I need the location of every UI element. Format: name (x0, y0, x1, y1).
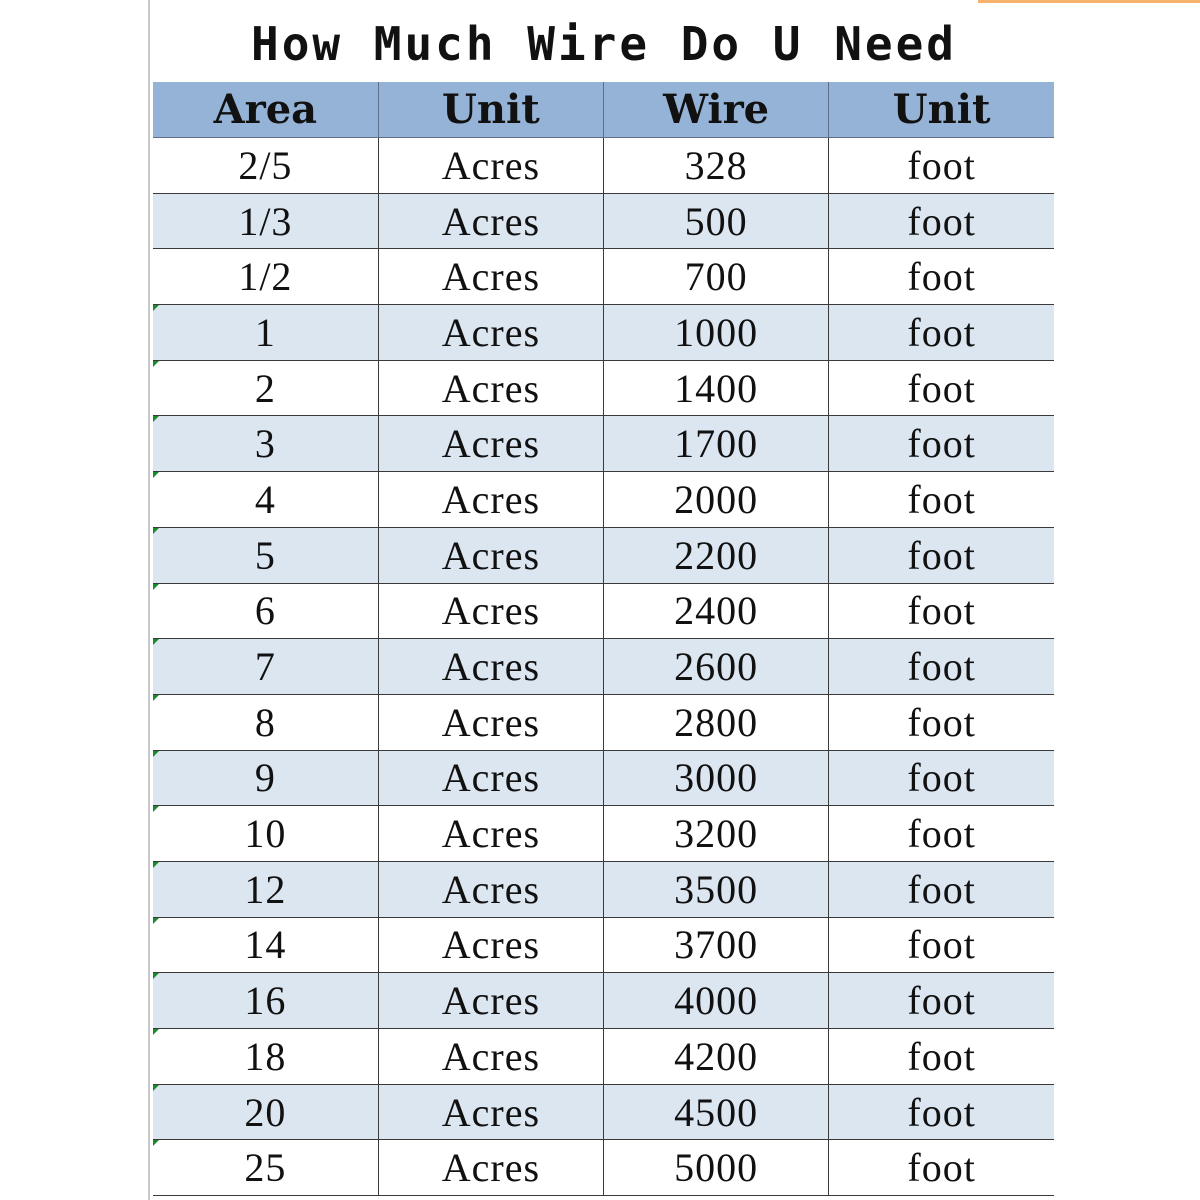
error-indicator-icon (153, 584, 159, 590)
error-indicator-icon (153, 1029, 159, 1035)
cell-wire-value: 5000 (674, 1145, 759, 1191)
cell-wire-value: 2200 (674, 532, 759, 578)
cell-area-unit[interactable] (378, 249, 603, 305)
table-row (153, 472, 1054, 528)
table-row (153, 806, 1054, 862)
cell-area[interactable] (153, 973, 378, 1029)
cell-wire-value: 2000 (674, 476, 759, 522)
cell-wire[interactable] (604, 861, 829, 917)
cell-wire[interactable] (604, 750, 829, 806)
cell-area-unit-value: Acres (441, 1033, 541, 1079)
cell-area-unit[interactable] (378, 861, 603, 917)
table-row (153, 305, 1054, 361)
cell-area[interactable] (153, 1084, 378, 1140)
cell-wire-value: 4500 (674, 1089, 759, 1135)
table-row (153, 193, 1054, 249)
error-indicator-icon (153, 695, 159, 701)
cell-wire-unit-value: foot (907, 588, 976, 634)
cell-area-value: 5 (254, 532, 276, 578)
cell-area-value: 3 (254, 421, 276, 467)
cell-wire-unit[interactable] (829, 694, 1054, 750)
cell-wire[interactable] (604, 249, 829, 305)
error-indicator-icon (153, 751, 159, 757)
cell-wire[interactable] (604, 917, 829, 973)
table-row (153, 527, 1054, 583)
cell-area[interactable] (153, 249, 378, 305)
table-row (153, 750, 1054, 806)
error-indicator-icon (153, 528, 159, 534)
cell-area-value: 1/3 (238, 198, 293, 244)
cell-wire-value: 2800 (674, 699, 759, 745)
cell-area[interactable] (153, 193, 378, 249)
table-row (153, 138, 1054, 194)
cell-wire-unit-value: foot (907, 978, 976, 1024)
cell-area-unit-value: Acres (441, 922, 541, 968)
cell-area-unit-value: Acres (441, 866, 541, 912)
cell-wire-unit[interactable] (829, 806, 1054, 862)
table-row (153, 1084, 1054, 1140)
cell-area-unit-value: Acres (441, 254, 541, 300)
cell-area-unit[interactable] (378, 639, 603, 695)
cell-wire-value: 4000 (674, 978, 759, 1024)
cell-area-value: 25 (244, 1145, 287, 1191)
cell-area-value: 4 (254, 476, 276, 522)
cell-area-unit-value: Acres (441, 421, 541, 467)
cell-area-unit-value: Acres (441, 811, 541, 857)
header-area-unit[interactable]: Unit (378, 82, 603, 138)
cell-area-unit[interactable] (378, 806, 603, 862)
cell-area-value: 7 (254, 644, 276, 690)
cell-wire-unit-value: foot (907, 365, 976, 411)
cell-wire-unit-value: foot (907, 811, 976, 857)
error-indicator-icon (153, 1085, 159, 1091)
cell-area-value: 20 (244, 1089, 287, 1135)
cell-wire-unit[interactable] (829, 1029, 1054, 1085)
table-row (153, 1029, 1054, 1085)
cell-wire-unit-value: foot (907, 1145, 976, 1191)
cell-area[interactable] (153, 1140, 378, 1196)
cell-wire-value: 700 (684, 254, 748, 300)
cell-area-unit[interactable] (378, 1084, 603, 1140)
cell-wire-value: 328 (684, 142, 748, 188)
cell-area-unit[interactable] (378, 138, 603, 194)
cell-wire[interactable] (604, 416, 829, 472)
error-indicator-icon (153, 305, 159, 311)
cell-wire-value: 3200 (674, 811, 759, 857)
cell-wire[interactable] (604, 1029, 829, 1085)
cell-wire-unit[interactable] (829, 1084, 1054, 1140)
error-indicator-icon (153, 862, 159, 868)
cell-wire-unit-value: foot (907, 309, 976, 355)
cell-wire-value: 2400 (674, 588, 759, 634)
cell-area-value: 6 (254, 588, 276, 634)
cell-area-unit-value: Acres (441, 978, 541, 1024)
cell-area-unit-value: Acres (441, 588, 541, 634)
cell-area-unit[interactable] (378, 360, 603, 416)
cell-wire-unit-value: foot (907, 1089, 976, 1135)
cell-area-unit-value: Acres (441, 198, 541, 244)
cell-wire-unit-value: foot (907, 699, 976, 745)
cell-area-value: 14 (244, 922, 287, 968)
cell-area[interactable] (153, 1029, 378, 1085)
table-row (153, 694, 1054, 750)
cell-wire-value: 500 (684, 198, 748, 244)
cell-wire[interactable] (604, 1084, 829, 1140)
cell-area-unit-value: Acres (441, 755, 541, 801)
cell-area[interactable] (153, 806, 378, 862)
cell-area-unit[interactable] (378, 1140, 603, 1196)
cell-area-unit-value: Acres (441, 699, 541, 745)
cell-area-unit[interactable] (378, 1029, 603, 1085)
cell-wire-value: 4200 (674, 1033, 759, 1079)
wire-requirements-table (153, 82, 1054, 1196)
error-indicator-icon (153, 361, 159, 367)
cell-area[interactable] (153, 750, 378, 806)
cell-wire-value: 3000 (674, 755, 759, 801)
cell-wire[interactable] (604, 1140, 829, 1196)
cell-area-value: 9 (254, 755, 276, 801)
cell-wire-unit[interactable] (829, 193, 1054, 249)
cell-area[interactable] (153, 917, 378, 973)
cell-area-value: 2 (254, 365, 276, 411)
table-row (153, 360, 1054, 416)
cell-area[interactable] (153, 639, 378, 695)
cell-area-value: 12 (244, 866, 287, 912)
cell-wire-unit[interactable] (829, 583, 1054, 639)
error-indicator-icon (153, 973, 159, 979)
cell-wire-unit[interactable] (829, 527, 1054, 583)
header-wire-unit[interactable]: Unit (829, 82, 1054, 138)
cell-area-unit[interactable] (378, 305, 603, 361)
cell-area-value: 1/2 (238, 254, 293, 300)
cell-wire-unit[interactable] (829, 416, 1054, 472)
cell-wire-unit-value: foot (907, 866, 976, 912)
error-indicator-icon (153, 806, 159, 812)
cell-wire-unit-value: foot (907, 644, 976, 690)
cell-wire-value: 3500 (674, 866, 759, 912)
cell-wire[interactable] (604, 193, 829, 249)
cell-area-value: 10 (244, 811, 287, 857)
cell-area-unit-value: Acres (441, 532, 541, 578)
cell-wire-unit-value: foot (907, 922, 976, 968)
cell-area-value: 2/5 (238, 142, 293, 188)
cell-area-unit[interactable] (378, 472, 603, 528)
cell-area-unit[interactable] (378, 750, 603, 806)
cell-area-unit-value: Acres (441, 1145, 541, 1191)
cell-wire-unit[interactable] (829, 973, 1054, 1029)
error-indicator-icon (153, 416, 159, 422)
cell-wire-unit[interactable] (829, 249, 1054, 305)
cell-area[interactable] (153, 472, 378, 528)
cell-wire[interactable] (604, 639, 829, 695)
cell-wire[interactable] (604, 527, 829, 583)
cell-wire-unit-value: foot (907, 421, 976, 467)
cell-wire-unit[interactable] (829, 750, 1054, 806)
cell-area-unit-value: Acres (441, 142, 541, 188)
table-row (153, 973, 1054, 1029)
cell-area-value: 1 (254, 309, 276, 355)
cell-area[interactable] (153, 305, 378, 361)
cell-wire-value: 2600 (674, 644, 759, 690)
cell-area[interactable] (153, 583, 378, 639)
cell-wire[interactable] (604, 973, 829, 1029)
spreadsheet-area (148, 0, 1054, 1200)
cell-wire-value: 3700 (674, 922, 759, 968)
cell-area-unit[interactable] (378, 527, 603, 583)
cell-area[interactable] (153, 360, 378, 416)
table-row (153, 917, 1054, 973)
cell-wire[interactable] (604, 472, 829, 528)
cell-area-unit-value: Acres (441, 1089, 541, 1135)
cell-wire[interactable] (604, 360, 829, 416)
table-row (153, 583, 1054, 639)
cell-wire-unit-value: foot (907, 142, 976, 188)
cell-wire[interactable] (604, 694, 829, 750)
cell-area-unit-value: Acres (441, 309, 541, 355)
cell-wire[interactable] (604, 583, 829, 639)
cell-area-unit[interactable] (378, 973, 603, 1029)
cell-area[interactable] (153, 527, 378, 583)
cell-wire-unit[interactable] (829, 917, 1054, 973)
cell-area-unit-value: Acres (441, 476, 541, 522)
cell-area-unit[interactable] (378, 694, 603, 750)
cell-wire-value: 1000 (674, 309, 759, 355)
header-wire[interactable]: Wire (604, 82, 829, 138)
cell-area-unit[interactable] (378, 583, 603, 639)
table-row (153, 1140, 1054, 1196)
error-indicator-icon (153, 918, 159, 924)
cell-wire-unit-value: foot (907, 254, 976, 300)
table-row (153, 639, 1054, 695)
table-row (153, 861, 1054, 917)
cell-wire-unit-value: foot (907, 532, 976, 578)
error-indicator-icon (153, 472, 159, 478)
cell-area-unit[interactable] (378, 193, 603, 249)
cell-area-value: 16 (244, 978, 287, 1024)
cell-area-unit[interactable] (378, 917, 603, 973)
cell-wire-unit[interactable] (829, 639, 1054, 695)
cell-area-unit[interactable] (378, 416, 603, 472)
cell-wire-unit[interactable] (829, 472, 1054, 528)
cell-wire-unit[interactable] (829, 305, 1054, 361)
cell-area-unit-value: Acres (441, 365, 541, 411)
table-row (153, 416, 1054, 472)
cell-area[interactable] (153, 138, 378, 194)
cell-area[interactable] (153, 694, 378, 750)
cell-wire-unit[interactable] (829, 861, 1054, 917)
cell-wire[interactable] (604, 138, 829, 194)
cell-wire-unit[interactable] (829, 1140, 1054, 1196)
cell-area-unit-value: Acres (441, 644, 541, 690)
cell-area[interactable] (153, 861, 378, 917)
error-indicator-icon (153, 1140, 159, 1146)
cell-wire-unit-value: foot (907, 198, 976, 244)
cell-wire[interactable] (604, 305, 829, 361)
sheet-title: How Much Wire Do U Need (251, 17, 957, 71)
cell-wire-value: 1400 (674, 365, 759, 411)
cell-area[interactable] (153, 416, 378, 472)
error-indicator-icon (153, 639, 159, 645)
cell-area-value: 8 (254, 699, 276, 745)
cell-wire-unit[interactable] (829, 360, 1054, 416)
cell-wire[interactable] (604, 806, 829, 862)
table-row (153, 249, 1054, 305)
cell-wire-unit-value: foot (907, 1033, 976, 1079)
cell-wire-unit-value: foot (907, 755, 976, 801)
cell-wire-value: 1700 (674, 421, 759, 467)
cell-area-value: 18 (244, 1033, 287, 1079)
selected-cell-accent (978, 0, 1200, 3)
header-area[interactable]: Area (153, 82, 378, 138)
cell-wire-unit[interactable] (829, 138, 1054, 194)
cell-wire-unit-value: foot (907, 476, 976, 522)
table-header-row (153, 82, 1054, 138)
